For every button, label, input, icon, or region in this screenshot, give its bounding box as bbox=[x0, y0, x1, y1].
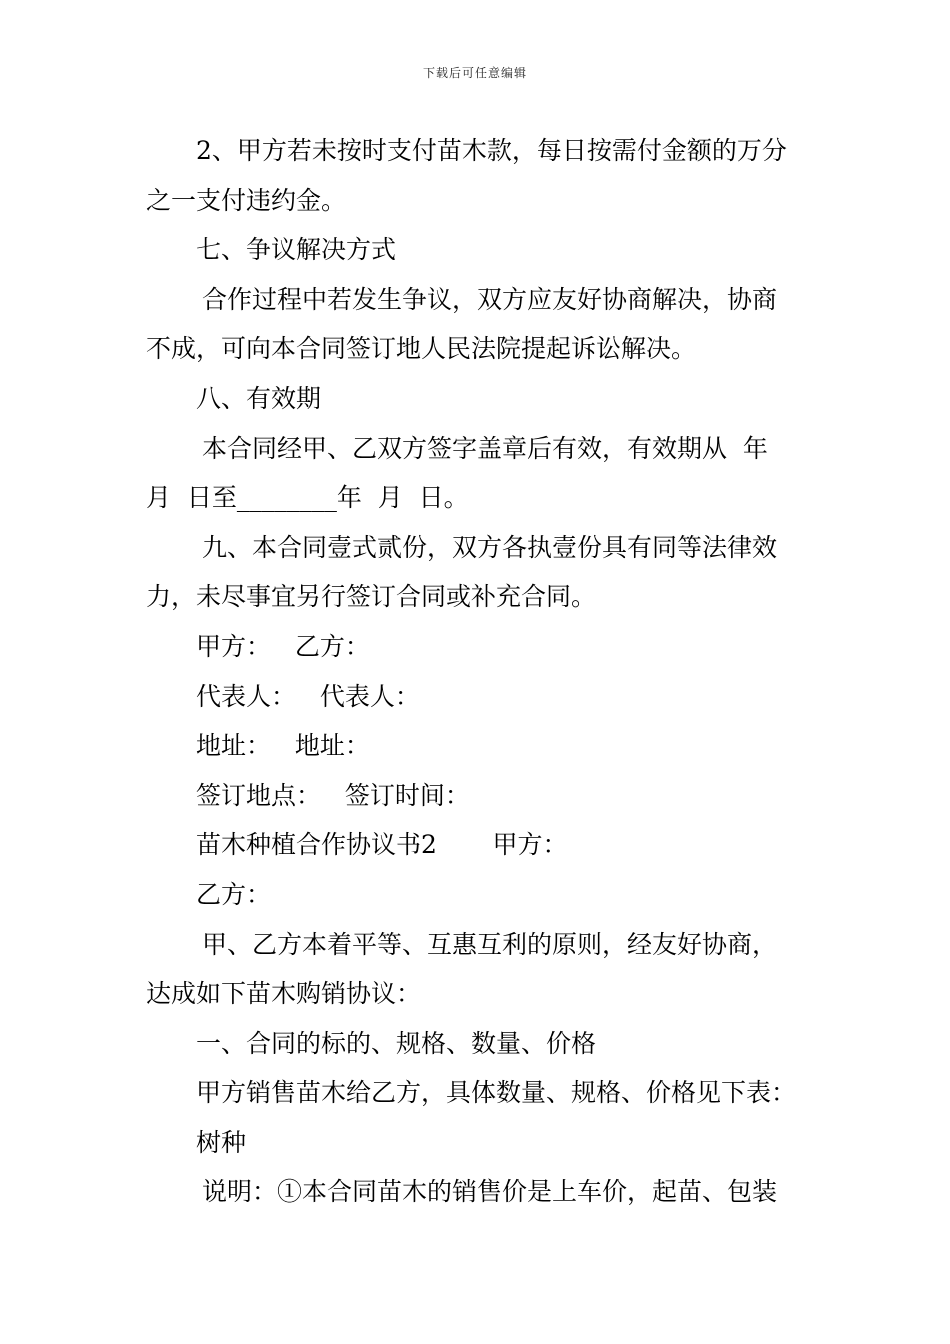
section-heading: 八、有效期 bbox=[196, 383, 322, 413]
text-line: 合作过程中若发生争议，双方应友好协商解决，协商 bbox=[202, 284, 778, 314]
signature-line: 签订地点： 签订时间： bbox=[196, 780, 470, 810]
text-line: 月 日至________年 月 日。 bbox=[146, 483, 469, 513]
text-line: 本合同经甲、乙双方签字盖章后有效，有效期从 年 bbox=[202, 433, 768, 463]
text-line: 乙方： bbox=[196, 879, 272, 909]
page-header: 下载后可任意编辑 bbox=[422, 66, 527, 80]
text-line: 甲方销售苗木给乙方，具体数量、规格、价格见下表： bbox=[196, 1078, 797, 1108]
signature-line: 甲方： 乙方： bbox=[196, 631, 370, 661]
text-line: 2、甲方若未按时支付苗木款，每日按需付金额的万分 bbox=[196, 136, 787, 165]
text-line: 力，未尽事宜另行签订合同或补充合同。 bbox=[146, 582, 597, 612]
section-heading: 一、合同的标的、规格、数量、价格 bbox=[196, 1028, 597, 1058]
document-title-line: 苗木种植合作协议书2 甲方： bbox=[196, 830, 568, 860]
text-line: 达成如下苗木购销协议： bbox=[146, 979, 422, 1009]
section-heading: 七、争议解决方式 bbox=[196, 235, 397, 265]
table-label: 树种 bbox=[196, 1127, 247, 1157]
document-body bbox=[146, 126, 816, 1217]
signature-line: 代表人： 代表人： bbox=[196, 681, 420, 711]
text-line: 甲、乙方本着平等、互惠互利的原则，经友好协商， bbox=[202, 929, 778, 959]
text-line: 之一支付违约金。 bbox=[146, 185, 347, 215]
text-line: 说明：①本合同苗木的销售价是上车价，起苗、包装 bbox=[202, 1177, 778, 1207]
text-line: 九、本合同壹式贰份，双方各执壹份具有同等法律效 bbox=[202, 532, 778, 562]
signature-line: 地址： 地址： bbox=[196, 731, 370, 761]
text-line: 不成，可向本合同签订地人民法院提起诉讼解决。 bbox=[146, 334, 697, 364]
